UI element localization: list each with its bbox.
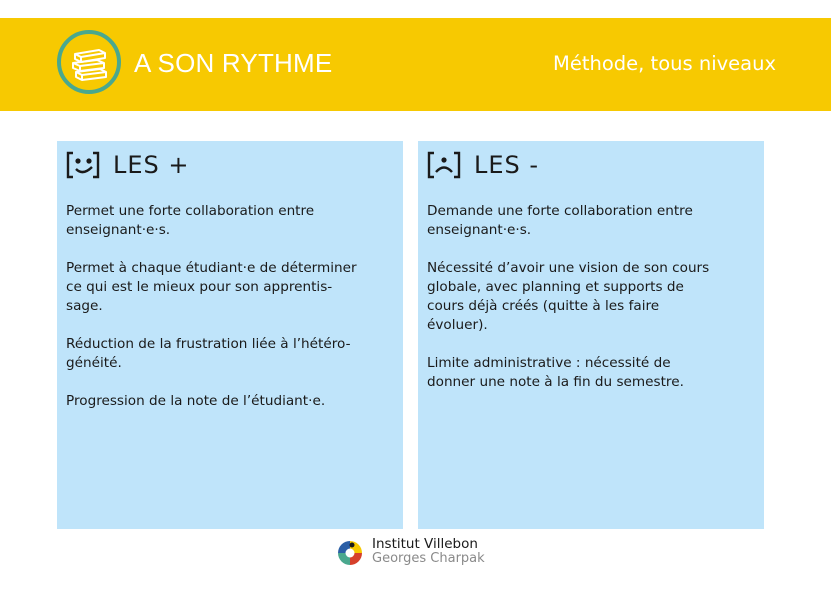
pros-item: Permet à chaque étudiant·e de déterminer ce qui est le mieux pour son apprentis- sage.: [66, 260, 357, 314]
footer-institute-subname: Georges Charpak: [372, 551, 485, 566]
pros-item: Permet une forte collaboration entre enseignant·e·s.: [66, 203, 315, 238]
footer-institute-name: Institut Villebon: [372, 536, 478, 552]
cons-item: Demande une forte collaboration entre enseignant·e·s.: [427, 203, 693, 238]
pros-panel: [57, 141, 403, 529]
cons-panel-header: [426, 150, 539, 180]
pros-list: [66, 202, 398, 430]
sad-face-icon: [426, 150, 462, 180]
header-logo-circle: [57, 30, 121, 94]
footer-brand: [336, 536, 516, 572]
page-subtitle: Méthode, tous niveaux: [553, 52, 776, 75]
pros-panel-header: [65, 150, 190, 180]
institut-villebon-logo: [336, 539, 364, 567]
happy-face-icon: [65, 150, 101, 180]
pros-item: Progression de la note de l’étudiant·e.: [66, 393, 326, 409]
pros-title: LES +: [113, 151, 190, 179]
cons-item: Nécessité d’avoir une vision de son cours globale, avec planning et supports de cours déjà créés (quitte à les faire évoluer).: [427, 260, 710, 333]
page-title: A SON RYTHME: [134, 48, 333, 78]
cons-item: Limite administrative : nécessité de donner une note à la fin du semestre.: [427, 355, 684, 390]
header-banner: [0, 18, 831, 111]
pros-item: Réduction de la frustration liée à l’hétéro- généité.: [66, 336, 351, 371]
cons-panel: [418, 141, 764, 529]
cons-list: [427, 202, 759, 411]
books-icon: [69, 44, 109, 82]
cons-title: LES -: [474, 151, 540, 179]
